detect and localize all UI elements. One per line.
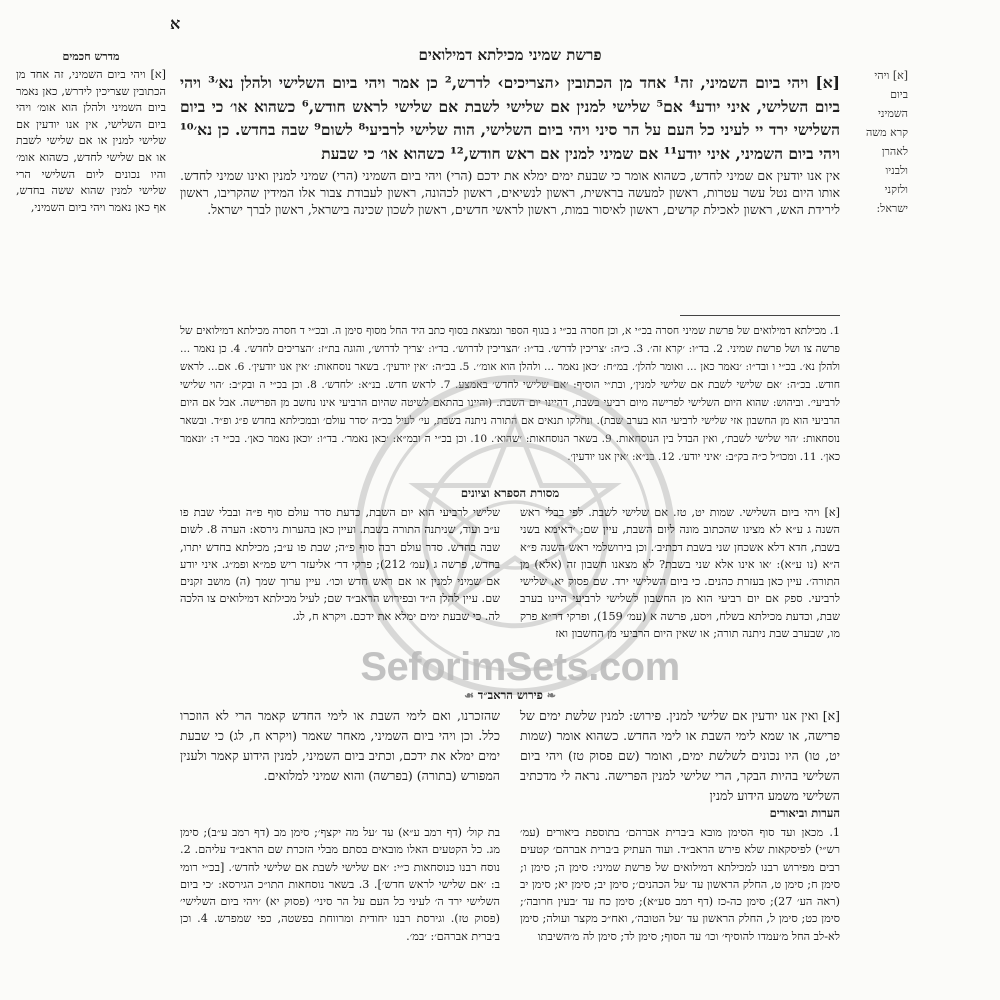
raavad-right-column: [א] ואין אנו יודעין אם שלישי למנין. פירוש: למנין שלשת ימים של פרישה, או שמא לימי השבת או לימי החדש. כשהוא אומר (שמות יט, טו) היו נכונים לשלשת ימים, ואומר (שם פסוק טז) ויהי ביום השלישי בהיות הבקר, הרי שלישי למנין הפרישה. נראה לי מדכתיב השלישי משמע הידוע למנין (520, 708, 840, 803)
margin-verse: [א] ויהי ביום השמיני קרא משה לאהרן ולבניו ולזקני ישראל: (865, 69, 908, 215)
ornament-icon: ❧ (542, 689, 556, 702)
masoret-columns (180, 504, 840, 642)
main-title: פרשת שמיני מכילתא דמילואים (418, 46, 602, 64)
folio-number: א (170, 14, 181, 33)
masoret-right-column: [א] ויהי ביום השלישי. שמות יט, טז. אם שלישי לשבת. לפי בבלי ראש השנה ג ע״א לא מצינו שהכתוב מונה ליום השבת, עיין שם: ׳דאימא בשני בשבת, חדא דלא אשכחן שני בשבת דכתיב׳. וכן בירושלמי ראש השנה פ״א ה״א (נו ע״א): ׳או אינו אלא שני בשבת? לא מצאנו חשבון זה (אלא) מן התורה׳. עיין כאן בעזרת כהנים. כי ביום השלישי ירד. שם פסוק יא. שלישי לרביעי. ספק אם יום רביעי הוא מן החשבון לשלישי לרביעי היינו בערב שבת, וכדעת מכילתא בשלח, ויסע, פרשה א (עמ׳ 159), ופרקי דר״א פרק מו, שבערב שבת ניתנה תורה; או שאין היום הרביעי מן החשבון ואז (520, 506, 840, 641)
main-text-block (180, 46, 840, 218)
raavad-columns (180, 706, 840, 806)
raavad-title: פירוש הראב״ד (477, 688, 543, 702)
notes-right-column: 1. מכאן ועד סוף הסימן מובא ב׳ברית אברהם׳ בתוספת ביאורים (עמ׳ רש״י) לפיסקאות שלא פירש הראב״ד. ועוד העתיק ב׳ברית אברהם׳ קטעים רבים מפירוש רבנו למכילתא דמילואים של פרשת שמיני: סימן ה; סימן ו; סימן ח; סימן ט, החלק הראשון עד ׳על הכהנים׳; סימן יב; סימן יא; סימן יב (ראה הע׳ 27); סימן כה-כז (דף רמב סע״א); סימן כח עד ׳בעין חרובה׳; סימן כט; סימן ל, החלק הראשון עד ׳על הטובה׳, ואח״כ מקצר ועולה; סימן לא-לב החל מ׳עמדו להוסיף׳ וכו׳ עד הסוף; סימן לד; סימן לה מ׳השיבתו (520, 826, 840, 943)
footnote-divider (680, 315, 840, 316)
main-body-text: [א] ויהי ביום השמיני, זה¹ אחד מן הכתובין ‹הצריכים› לדרש,² כן אמר ויהי ביום השלישי ולהלן נא׳³ ויהי ביום השלישי, איני יודע⁴ אם⁵ שלישי למנין אם שלישי לשבת אם שלישי לראש חודש,⁶ כשהוא או׳ כי ביום השלישי ירד יי לעיני כל העם על הר סיני ויהי ביום השלישי, הוה שלישי לרביעי⁸ לשום⁹ שבה בחדש. כן נא׳¹⁰ ויהי ביום השמיני, איני יודע¹¹ אם שמיני למנין אם ראש חודש,¹² כשהוא או׳ כי שבעת (180, 73, 840, 163)
side-column-text: [א] ויהי ביום השמיני, זה אחד מן הכתובין שצריכין לידרש, כאן נאמר ביום השמיני ולהלן הוא אומ׳ ויהי ביום השלישי, אין אנו יודעין אם שלישי למנין או אם שלישי לשבת או אם שלישי לחדש, כשהוא אומ׳ והיו נכונים ליום השלישי הרי שלישי למנין שהוא ששה בחדש, אף כאן נאמר ויהי ביום השמיני, (16, 68, 166, 214)
footnotes-block: 1. מכילתא דמילואים של פרשת שמיני חסרה בכ״י א, וכן חסרה בכ״י ג בגוף הספר ונמצאת בסוף כתב היד החל מסוף סימן ה. ובכ״י ד חסרה מכילתא דמילואים של פרשה צו ושל פרשת שמיני. 2. בד״ו: ׳קרא זה׳. 3. כ״ה: ׳צריכין לדרש׳. בד״ו: ׳הצריכין לדרוש׳. בד״ו: ׳צריך לדרוש׳, והוגה בת״ז: ׳הצריכים לחדש׳. 4. כן נאמר ... ולהלן נא׳. בכ״י ו ובד״ו: ׳נאמר כאן ... ואומר להלן׳. במ״ח: ׳כאן נאמר ... ולהלן הוא אומ׳׳. 5. בכ״ה: ׳אין יודעין׳. בשאר נוסחאות: ׳אין אנו יודעין׳. 6. אם... לראש חודש. בכ״ה: ׳אם שלישי לשבת אם שלישי למנין׳, ובת״י הוסיף: ׳אם שלישי לחדש׳ באמצע. 7. לראש חדש. בנ״א: ׳לחדש׳. 8. וכן בכ״י ה ובק״ב: ׳הוי שלישי לרביעי׳. וביהוש: שהוא היום השלישי לפרישה מיום רביעי בשבת, דהיינו יום השבת. (והיינו בהתאם לשיטה שהיום הרביעי אינו נחשב מן הפרישה. אבל אם היום הרביעי הוא מן החשבון אזי שלישי לרביעי הוא בערב שבת). ונחלקו תנאים אם התורה ניתנה בשבת, עי׳ לעיל בכ״ה ׳סדר עולם׳ ובמכילתא בחדש פ״ג ופ״ד. ובשאר נוסחאות: ׳הוי שלישי לשבת׳, ואין הבדל בין הנוסחאות. 9. בשאר הנוסחאות: ׳שהוא׳. 10. וכן בכ״י ה ובמ״א: ׳כאן נאמר׳. בד״ו: ׳וכאן נאמר כאן׳. בכ״י ד: ׳ונאמר כאן׳. 11. ומכו״ל כ״ה בק״ב: ׳איני יודע׳. 12. בנ״א: ׳אין אנו יודעין׳. (180, 325, 841, 463)
raavad-left-column: שהזכרנו, ואם לימי השבת או לימי החדש קאמר הרי לא הוזכרו כלל. וכן ויהי ביום השמיני, מאחר שאמר (ויקרא ח, לג) כי שבעת ימים ימלא את ידכם, וכתיב ביום השמיני, למנין הידוע קאמר ולענין המפורש (בתורה) (בפרשה) והוא שמיני למלואים. (180, 708, 500, 783)
masoret-left-column: שלישי לרביעי הוא יום השבת, כדעת סדר עולם סוף פ״ה ובבלי שבת פו ע״ב ועוד, שניתנה התורה בשבת. ועיין כאן בהערות גירסא: הערה 8. לשום שבה בחדש. סדר עולם רבה סוף פ״ה; שבת פו ע״ב; מכילתא בחדש יתרו, בחדש, פרשה ג (עמ׳ 212); פרקי דר׳ אליעזר ריש פמ״א ופמ״ג. איני יודע אם שמיני למנין או אם ראש חדש וכו׳. עיין ערוך שמך (ה) מושב זקנים שם. עיין להלן ה״ד ובפירוש הראב״ד שם; לעיל מכילתא דמילואים צו הלכה לה. כי שבעת ימים ימלא את ידכם. ויקרא ח, לג. (180, 506, 500, 623)
main-continuation-text: אין אנו יודעין אם שמיני לחדש, כשהוא אומר כי שבעת ימים ימלא את ידכם (הרי) ויהי ביום השמיני (הרי) שמיני למנין ואינו שמיני לחדש. אותו היום נטל עשר עטרות, ראשון למעשה בראשית, ראשון לנשיאים, ראשון לכהונה, ראשון לעבודת צבור אלו המידין שהקריבו, ראשון לירידת האש, ראשון לאכילת קדשים, ראשון לאיסור במות, ראשון לראשי חדשים, ראשון לשכון שכינה בישראל, ראשון לברך ישראל. (180, 168, 840, 217)
raavad-title-wrap (180, 688, 840, 702)
masoret-title: מסורת הספרא וציונים (460, 486, 560, 500)
notes-title: הערות וביאורים (769, 806, 840, 820)
watermark-text: SeforimSets.com (360, 645, 680, 689)
side-column (16, 50, 166, 216)
ornament-icon: ☙ (464, 689, 478, 702)
notes-left-column: בת קול׳ (דף רמב ע״א) עד ׳על מה יקצף׳; סימן מב (דף רמב ע״ב); סימן מג. כל הקטעים האלו מובאים בסתם מבלי הזכרת שם הראב״ד עליהם. 2. נוסח רבנו כנוסחאות כ״י: ׳אם שלישי לשבת אם שלישי לחדש׳. [בכ״י רומי ב: ׳אם שלישי לראש חדש׳]. 3. בשאר נוסחאות התו״כ הגירסא: ׳כי ביום השלישי ירד ה׳ לעיני כל העם על הר סיני׳ (פסוק יא) ׳ויהי ביום השלישי׳ (פסוק טז). וגירסת רבנו יחודית ומרווחת בפשטה, כפי שמפרש. 4. וכן ב׳ברית אברהם׳: ׳במ׳. (180, 826, 501, 943)
notes-columns (180, 824, 840, 945)
side-column-title: מדרש חכמים (62, 50, 120, 63)
